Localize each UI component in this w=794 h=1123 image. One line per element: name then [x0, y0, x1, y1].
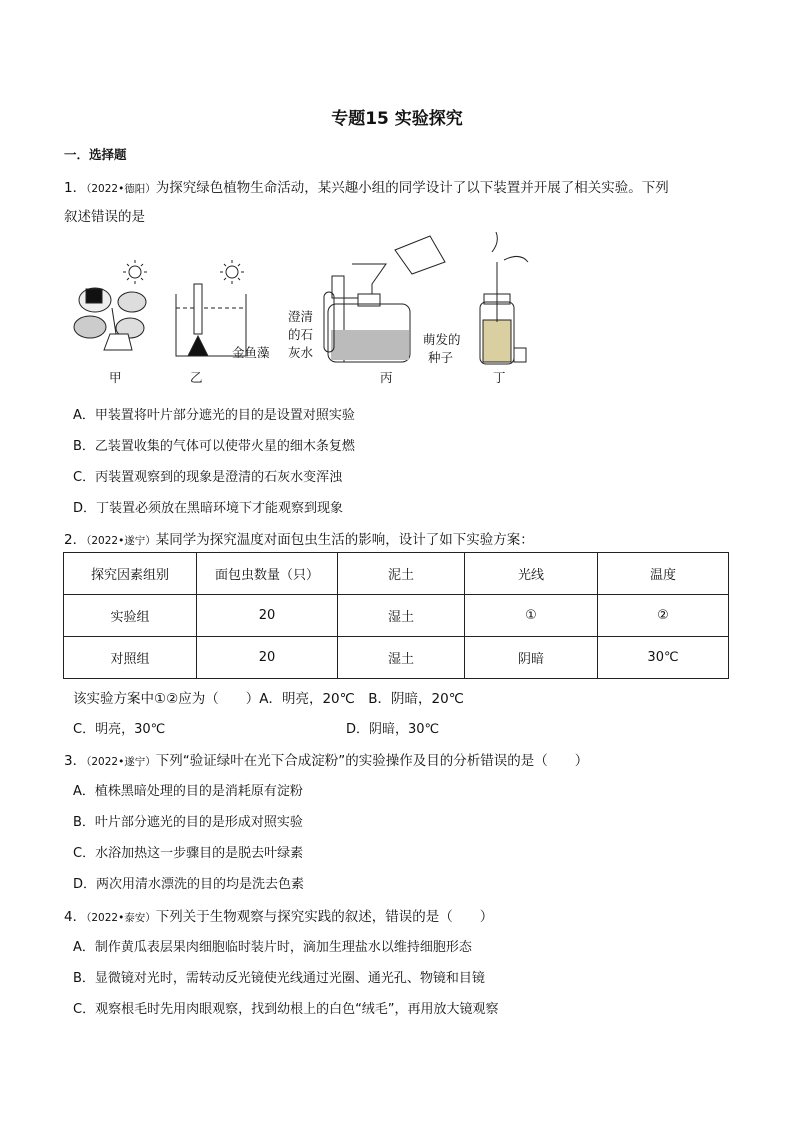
figure-label-jia: 甲 — [109, 370, 122, 385]
question-1-stem-line2: 叙述错误的是 — [64, 209, 145, 225]
table-header-cell: 面包虫数量（只） — [197, 553, 338, 595]
option-b[interactable]: B．乙装置收集的气体可以使带火星的细木条复燃 — [73, 439, 355, 454]
table-header-cell: 温度 — [598, 553, 729, 595]
option-b[interactable]: B．叶片部分遮光的目的是形成对照实验 — [73, 815, 303, 830]
question-text: 为探究绿色植物生命活动，某兴趣小组的同学设计了以下装置并开展了相关实验。下列 — [155, 180, 669, 196]
figure-label-bing: 丙 — [380, 370, 393, 385]
option-d[interactable]: D．阴暗，30℃ — [346, 722, 440, 737]
table-cell: 30℃ — [598, 637, 729, 679]
question-3-stem — [64, 749, 588, 769]
table-cell: ② — [598, 595, 729, 637]
question-2-stem — [64, 528, 534, 548]
figure-label-cheng2: 的石 — [288, 327, 314, 342]
question-source: （2022•遂宁） — [86, 535, 156, 547]
question-number: 1． — [64, 180, 87, 196]
page-title: 专题15 实验探究 — [331, 109, 463, 129]
option-c[interactable]: C．丙装置观察到的现象是澄清的石灰水变浑浊 — [73, 470, 343, 485]
option-d[interactable]: D．丁装置必须放在黑暗环境下才能观察到现象 — [73, 501, 344, 516]
table-cell: 对照组 — [64, 637, 197, 679]
question-number: 3． — [64, 753, 87, 769]
table-cell: 实验组 — [64, 595, 197, 637]
table-cell: 湿土 — [338, 595, 465, 637]
option-c[interactable]: C．观察根毛时先用肉眼观察，找到幼根上的白色“绒毛”，再用放大镜观察 — [73, 1002, 499, 1017]
table-header-cell: 光线 — [465, 553, 598, 595]
option-a[interactable]: A．制作黄瓜表层果肉细胞临时装片时，滴加生理盐水以维持细胞形态 — [73, 940, 472, 955]
option-c[interactable]: C．水浴加热这一步骤目的是脱去叶绿素 — [73, 846, 304, 861]
question-text: 下列关于生物观察与探究实践的叙述，错误的是（ ） — [155, 909, 494, 925]
question-1-stem — [64, 176, 669, 196]
potted-plant — [74, 288, 146, 350]
question-number: 4． — [64, 909, 87, 925]
table-header-cell: 探究因素组别 — [64, 553, 197, 595]
figure-label-seed2: 种子 — [428, 350, 454, 365]
table-row — [64, 595, 729, 637]
sun-icon — [220, 260, 244, 284]
question-4-stem — [64, 905, 493, 925]
table-cell: ① — [465, 595, 598, 637]
table-cell: 20 — [197, 637, 338, 679]
table-cell: 湿土 — [338, 637, 465, 679]
question-text: 下列“验证绿叶在光下合成淀粉”的实验操作及目的分析错误的是（ ） — [155, 753, 589, 769]
question-number: 2． — [64, 532, 87, 548]
table-row — [64, 637, 729, 679]
sun-icon — [123, 260, 147, 284]
figure-label-jinyuzao: 金鱼藻 — [232, 345, 270, 360]
figure-label-cheng1: 澄清 — [288, 309, 314, 324]
table-cell: 阴暗 — [465, 637, 598, 679]
question-2-followup: 该实验方案中①②应为（ ）A．明亮，20℃ B．阴暗，20℃ — [73, 691, 464, 707]
question-text: 某同学为探究温度对面包虫生活的影响，设计了如下实验方案： — [155, 532, 534, 548]
question-source: （2022•德阳） — [86, 183, 156, 195]
figure-label-cheng3: 灰水 — [288, 345, 314, 360]
figure-label-seed1: 萌发的 — [423, 332, 461, 347]
table-header-cell: 泥土 — [338, 553, 465, 595]
figure-label-ding: 丁 — [493, 370, 506, 385]
section-heading: 一．选择题 — [64, 147, 127, 162]
option-c[interactable]: C．明亮，30℃ — [73, 722, 166, 737]
option-b[interactable]: B．显微镜对光时，需转动反光镜使光线通过光圈、通光孔、物镜和目镜 — [73, 971, 485, 986]
option-a[interactable]: A．植株黑暗处理的目的是消耗原有淀粉 — [73, 784, 303, 799]
option-d[interactable]: D．两次用清水漂洗的目的均是洗去色素 — [73, 877, 305, 892]
figure-label-yi: 乙 — [190, 370, 203, 385]
experiment-table — [63, 552, 729, 679]
table-header-row — [64, 553, 729, 595]
option-a[interactable]: A．甲装置将叶片部分遮光的目的是设置对照实验 — [73, 408, 355, 423]
question-source: （2022•泰安） — [86, 912, 156, 924]
table-cell: 20 — [197, 595, 338, 637]
question-source: （2022•遂宁） — [86, 756, 156, 768]
seed-jar — [480, 232, 528, 364]
